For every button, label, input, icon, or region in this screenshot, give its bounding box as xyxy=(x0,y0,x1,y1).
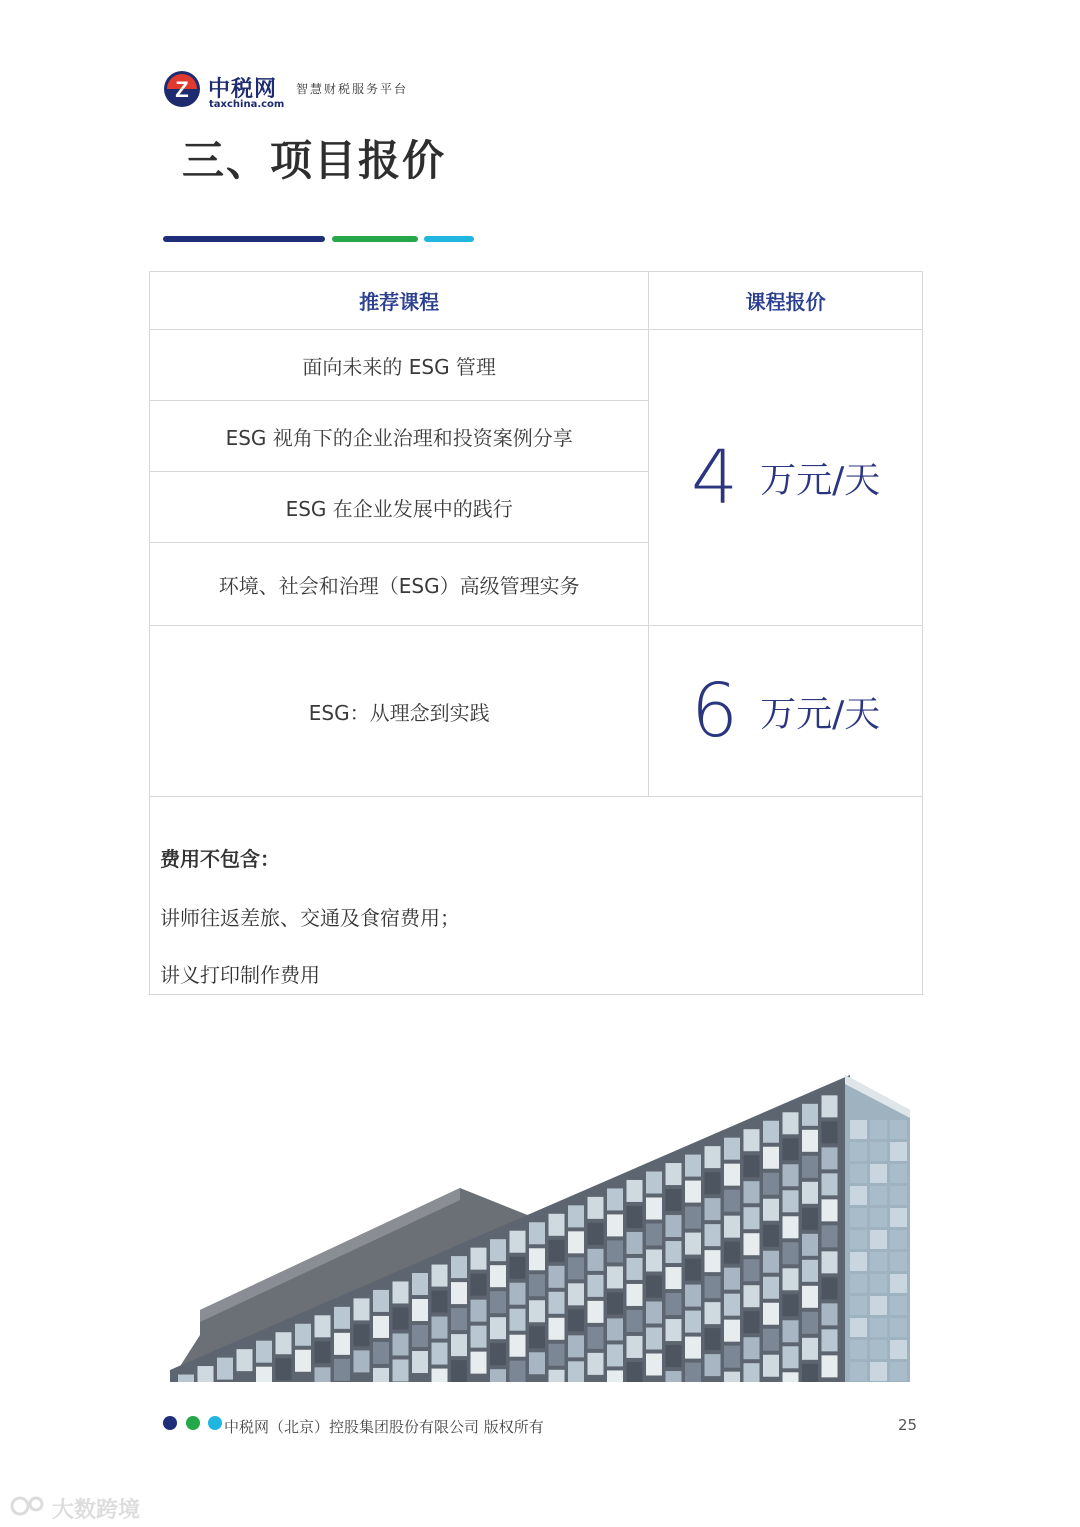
footer-dot-navy xyxy=(163,1416,177,1430)
taxchina-logo-icon xyxy=(163,70,201,108)
table-header-row xyxy=(150,272,923,330)
section-title: 三、项目报价 xyxy=(182,136,447,185)
course-cell: 环境、社会和治理（ESG）高级管理实务 xyxy=(150,543,649,626)
course-cell: ESG：从理念到实践 xyxy=(150,626,649,797)
notes-title: 费用不包含： xyxy=(160,847,280,871)
brand-slogan: 智慧财税服务平台 xyxy=(296,82,409,96)
watermark-logo-icon xyxy=(10,1493,50,1519)
course-cell: ESG 视角下的企业治理和投资案例分享 xyxy=(150,401,649,472)
course-cell: ESG 在企业发展中的践行 xyxy=(150,472,649,543)
header-course: 推荐课程 xyxy=(150,272,649,330)
table-row xyxy=(150,626,923,797)
notes-row xyxy=(150,797,923,995)
price-unit: 万元/天 xyxy=(760,693,881,735)
footer-dot-green xyxy=(186,1416,200,1430)
brand-name: 中税网 xyxy=(208,77,278,102)
course-cell: 面向未来的 ESG 管理 xyxy=(150,330,649,401)
watermark: 大数跨境 xyxy=(52,1498,141,1523)
price-value: 6 xyxy=(691,668,739,754)
brand-domain: taxchina.com xyxy=(209,99,285,110)
page-number: 25 xyxy=(898,1416,918,1434)
price-cell-group1 xyxy=(649,330,923,626)
accent-bar-navy xyxy=(163,236,325,242)
notes-cell xyxy=(150,797,923,995)
accent-bar-green xyxy=(332,236,418,242)
header-price: 课程报价 xyxy=(649,272,923,330)
accent-bar-cyan xyxy=(424,236,474,242)
price-unit: 万元/天 xyxy=(760,460,881,501)
notes-line: 讲义打印制作费用 xyxy=(160,963,320,987)
footer-dot-cyan xyxy=(208,1416,222,1430)
svg-text:Z: Z xyxy=(175,77,189,102)
footer-copyright: 中税网（北京）控股集团股份有限公司 版权所有 xyxy=(224,1418,544,1436)
table-row xyxy=(150,330,923,401)
notes-line: 讲师往返差旅、交通及食宿费用； xyxy=(160,906,460,930)
price-table xyxy=(149,271,923,995)
price-cell-group2 xyxy=(649,626,923,797)
building-image xyxy=(170,1070,915,1382)
price-value: 4 xyxy=(691,434,739,521)
